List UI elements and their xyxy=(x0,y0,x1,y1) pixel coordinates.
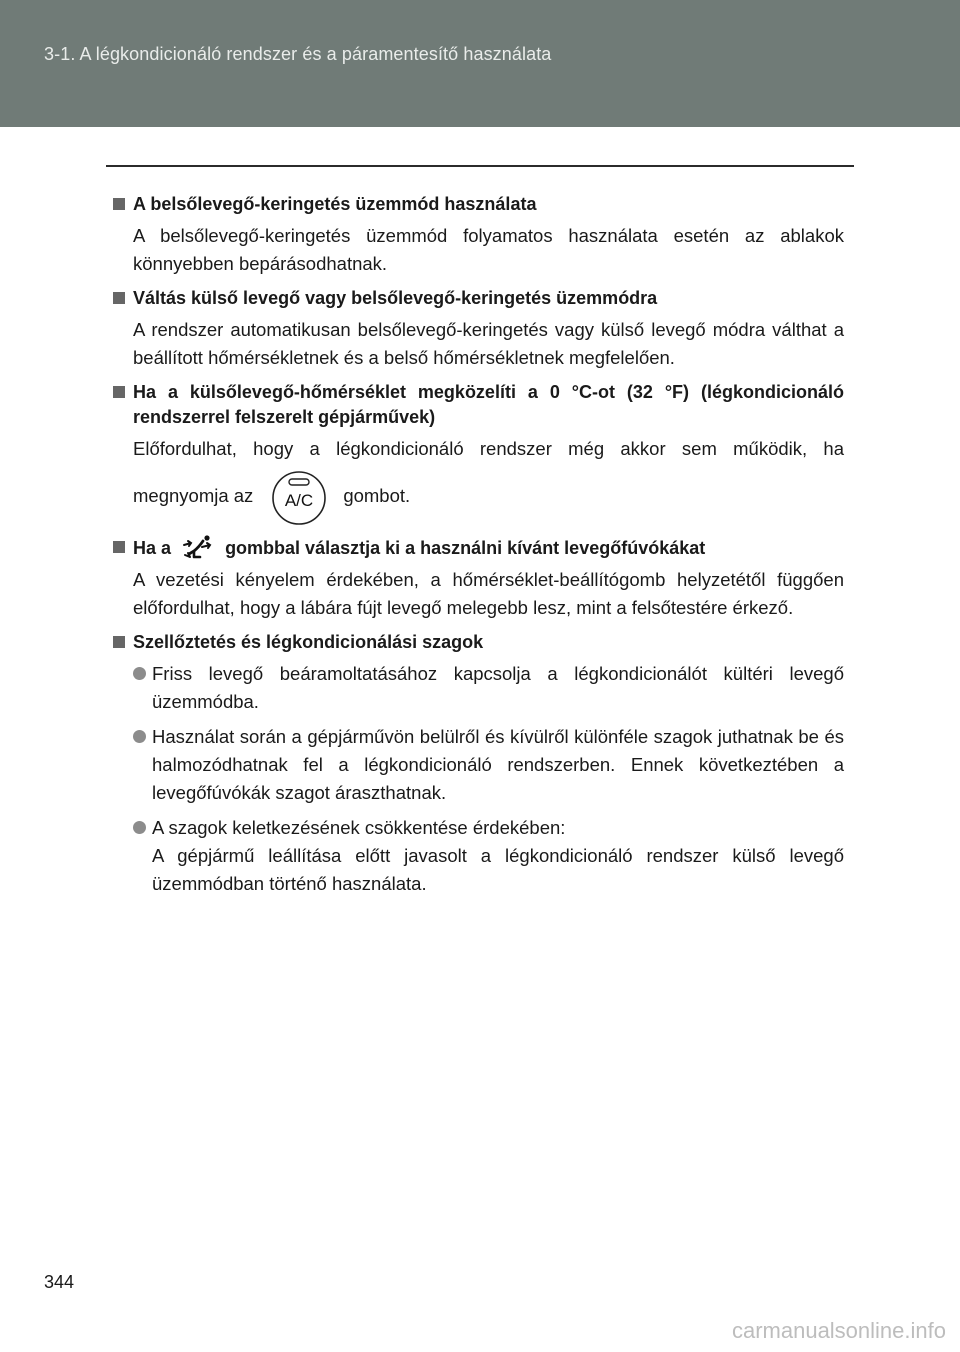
section-heading: Ha a gombbal választja ki a használni kívánt levegőfúvókákat xyxy=(112,535,844,561)
section-heading: Szellőztetés és légkondicionálási szagok xyxy=(112,630,844,655)
round-bullet-icon xyxy=(133,821,146,834)
square-bullet-icon xyxy=(113,292,125,304)
round-bullet-icon xyxy=(133,667,146,680)
section-heading: Ha a külsőlevegő-hőmérséklet megközelíti a 0 °C-ot (32 °F) (légkondicionáló rendszerrel felszerelt gépjárművek) xyxy=(112,380,844,430)
section-body: A vezetési kényelem érdekében, a hőmérséklet-beállítógomb helyzetétől függően előfordulhat, hogy a lábára fújt levegő melegebb lesz, mint a felsőtestére érkező. xyxy=(133,569,844,618)
square-bullet-icon xyxy=(113,636,125,648)
vent-mode-icon xyxy=(182,535,214,559)
ac-button-icon xyxy=(269,466,329,526)
main-content xyxy=(112,192,844,905)
divider xyxy=(106,165,854,167)
page-header xyxy=(0,0,960,127)
section-body: A rendszer automatikusan belsőlevegő-keringetés vagy külső levegő módra válthat a beállított hőmérsékletnek és a belső hőmérsékletnek megfelelően. xyxy=(133,319,844,368)
section-heading: Váltás külső levegő vagy belsőlevegő-keringetés üzemmódra xyxy=(112,286,844,311)
svg-text:A/C: A/C xyxy=(285,491,314,510)
section-body: A belsőlevegő-keringetés üzemmód folyamatos használata esetén az ablakok könnyebben bepárásodhatnak. xyxy=(133,225,844,274)
chapter-title: 3-1. A légkondicionáló rendszer és a páramentesítő használata xyxy=(44,44,552,64)
list-item: Használat során a gépjárművön belülről és kívülről különféle szagok juthatnak be és halmozódhatnak fel a légkondicionáló rendszerben. Ennek következtében a levegőfúvókák szagot áraszthatnak. xyxy=(112,723,844,807)
square-bullet-icon xyxy=(113,386,125,398)
section-heading: A belsőlevegő-keringetés üzemmód használata xyxy=(112,192,844,217)
square-bullet-icon xyxy=(113,541,125,553)
watermark: carmanualsonline.info xyxy=(731,1318,946,1343)
round-bullet-icon xyxy=(133,730,146,743)
list-item: Friss levegő beáramoltatásához kapcsolja a légkondicionálót kültéri levegő üzemmódba. xyxy=(112,660,844,716)
square-bullet-icon xyxy=(113,198,125,210)
section-body: Előfordulhat, hogy a légkondicionáló rendszer még akkor sem működik, ha xyxy=(133,438,844,459)
page-number: 344 xyxy=(44,1272,75,1292)
ac-instruction: megnyomja az A/C gombot. xyxy=(112,465,844,527)
list-item: A szagok keletkezésének csökkentése érdekében: A gépjármű leállítása előtt javasolt a légkondicionáló rendszer külső levegő üzemmódban történő használata. xyxy=(112,814,844,898)
